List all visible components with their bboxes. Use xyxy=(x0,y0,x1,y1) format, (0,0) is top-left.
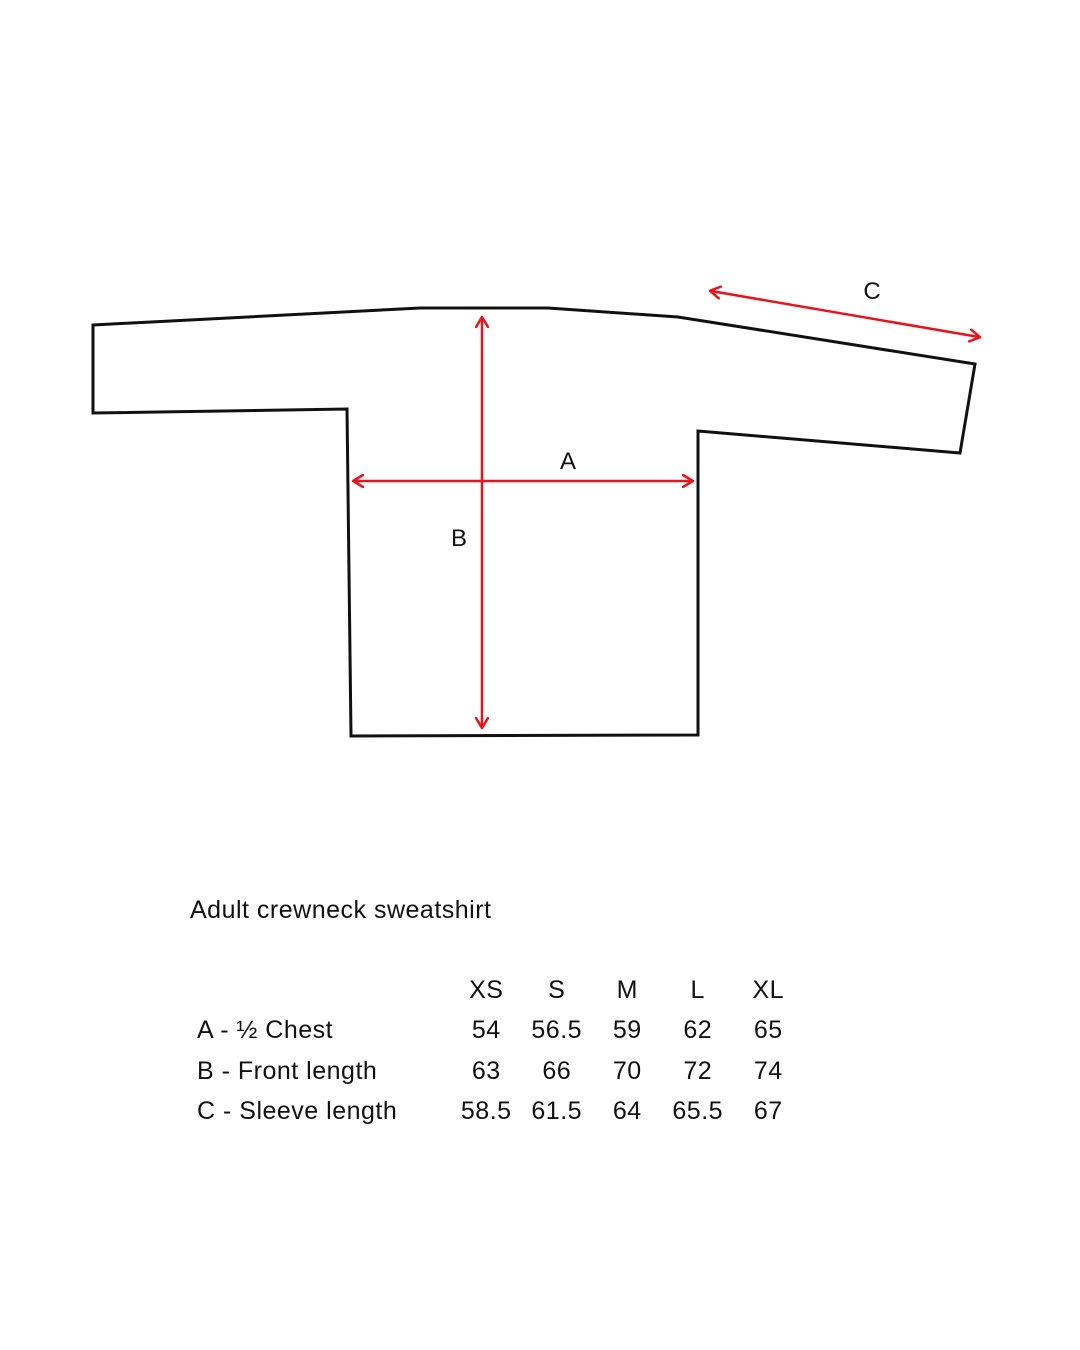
table-cell: 72 xyxy=(683,1056,713,1085)
table-cell: 61.5 xyxy=(531,1097,583,1126)
size-chart-table xyxy=(190,970,804,1132)
size-header-xs: XS xyxy=(469,975,504,1004)
table-cell: 59 xyxy=(612,1016,642,1045)
row-label-front-length: B - Front length xyxy=(197,1056,378,1085)
table-cell: 64 xyxy=(612,1097,642,1126)
table-cell: 74 xyxy=(753,1056,783,1085)
table-cell: 56.5 xyxy=(531,1016,583,1045)
measure-a-label: A xyxy=(559,448,577,475)
size-header-m: M xyxy=(616,975,638,1004)
table-cell: 65 xyxy=(753,1016,783,1045)
row-label-sleeve-length: C - Sleeve length xyxy=(197,1097,398,1126)
table-cell: 58.5 xyxy=(460,1097,512,1126)
table-cell: 63 xyxy=(471,1056,501,1085)
table-cell: 65.5 xyxy=(672,1097,724,1126)
table-cell: 62 xyxy=(683,1016,713,1045)
table-cell: 70 xyxy=(612,1056,642,1085)
size-chart-title: Adult crewneck sweatshirt xyxy=(190,896,492,924)
measure-c-label: C xyxy=(863,278,881,305)
sweatshirt-outline xyxy=(93,308,975,736)
size-header-l: L xyxy=(690,975,705,1004)
measure-b-label: B xyxy=(450,525,468,552)
table-row xyxy=(190,1011,804,1052)
table-cell: 66 xyxy=(542,1056,572,1085)
table-cell: 54 xyxy=(471,1016,501,1045)
size-header-row xyxy=(190,970,804,1011)
size-header-xl: XL xyxy=(752,975,785,1004)
table-row xyxy=(190,1092,804,1133)
header-corner xyxy=(190,970,451,1011)
row-label-chest: A - ½ Chest xyxy=(197,1016,334,1045)
size-header-s: S xyxy=(548,975,566,1004)
table-row xyxy=(190,1051,804,1092)
table-cell: 67 xyxy=(753,1097,783,1126)
